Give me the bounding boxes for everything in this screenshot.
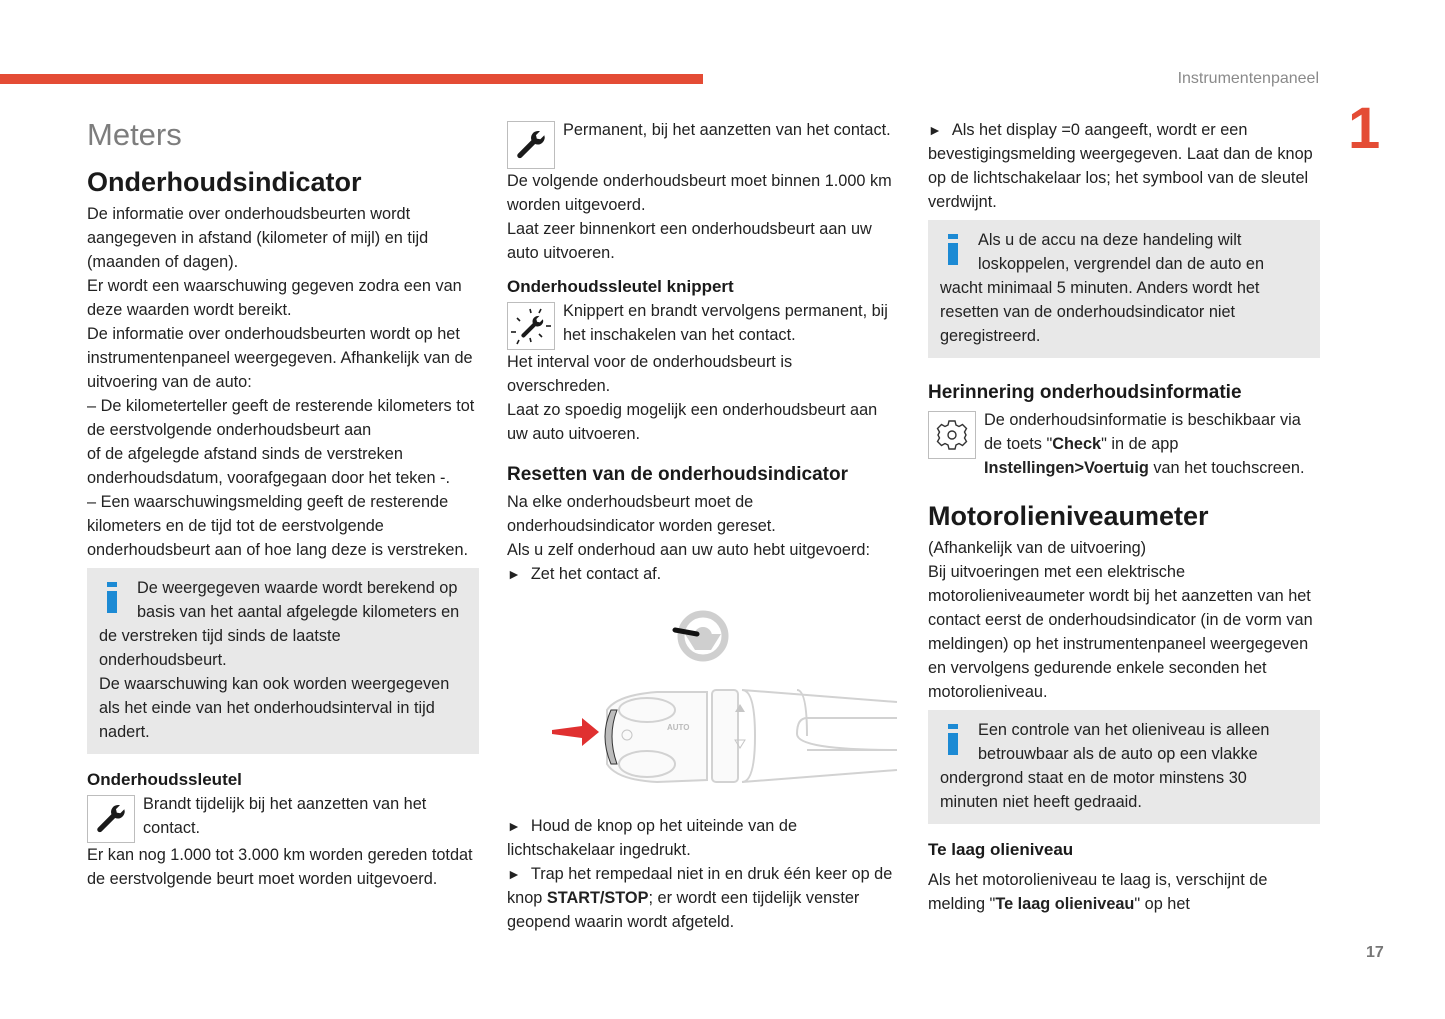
info-note	[928, 710, 1320, 824]
heading-motorolieniveaumeter: Motorolieniveaumeter	[928, 501, 1209, 531]
list-item: – De kilometerteller geeft de resterende kilometers tot de eerstvolgende onderhoudsbeurt aan	[87, 397, 475, 439]
wrench-description: Brandt tijdelijk bij het aanzetten van het contact.	[143, 795, 427, 837]
paragraph: Bij uitvoeringen met een elektrische motorolieniveaumeter wordt bij het aanzetten van het contact eerst de onderhoudsindicator (in de vorm van meldingen) op het instrumentenpaneel weergegeven en vervolgens gedurende enkele seconden het motorolieniveau.	[928, 563, 1313, 701]
subheading-sleutel-knippert: Onderhoudssleutel knippert	[507, 277, 734, 296]
paragraph: (Afhankelijk van de uitvoering)	[928, 539, 1147, 557]
paragraph: Als het motorolieniveau te laag is, verschijnt de melding "Te laag olieniveau" op het	[928, 871, 1268, 913]
paragraph: Na elke onderhoudsbeurt moet de onderhoudsindicator worden gereset.	[507, 493, 776, 535]
paragraph: Het interval voor de onderhoudsbeurt is overschreden.	[507, 353, 793, 395]
subheading-onderhoudssleutel: Onderhoudssleutel	[87, 770, 242, 789]
step: ► Trap het rempedaal niet in en druk één keer op de knop START/STOP; er wordt een tijdelijk venster geopend waarin wordt afgeteld.	[507, 862, 899, 934]
paragraph: De informatie over onderhoudsbeurten wordt op het instrumentenpaneel weergegeven. Afhankelijk van de uitvoering van de auto:	[87, 325, 473, 391]
subheading-te-laag: Te laag olieniveau	[928, 840, 1074, 859]
paragraph: Er kan nog 1.000 tot 3.000 km worden gereden totdat de eerstvolgende beurt moet worden uitgevoerd.	[87, 846, 473, 888]
heading-resetten: Resetten van de onderhoudsindicator	[507, 464, 848, 485]
wrench-description: Permanent, bij het aanzetten van het contact.	[563, 121, 891, 139]
note-text: Als u de accu na deze handeling wilt loskoppelen, vergrendel dan de auto en wacht minimaal 5 minuten. Anders wordt het resetten van de onderhoudsindicator niet geregistreerd.	[940, 231, 1265, 345]
wrench-icon	[87, 795, 135, 843]
step: ► Als het display =0 aangeeft, wordt er een bevestigingsmelding weergegeven. Laat dan de knop op de lichtschakelaar los; het symbool van de sleutel verdwijnt.	[928, 118, 1320, 214]
subheading-herinnering: Herinnering onderhoudsinformatie	[928, 382, 1242, 403]
wrench-icon	[507, 121, 555, 169]
blink-description: Knippert en brandt vervolgens permanent, bij het inschakelen van het contact.	[563, 302, 888, 344]
info-icon	[948, 234, 962, 270]
header-accent-bar	[0, 74, 703, 84]
chapter-number: 1	[1348, 96, 1381, 161]
running-head: Instrumentenpaneel	[1177, 70, 1319, 87]
info-note	[87, 568, 479, 754]
section-title: Meters	[87, 117, 182, 152]
column-2	[507, 118, 899, 934]
paragraph: Laat zeer binnenkort een onderhoudsbeurt aan uw auto uitvoeren.	[507, 220, 872, 262]
note-text: Een controle van het olieniveau is alleen betrouwbaar als de auto op een vlakke ondergrond staat en de motor minstens 30 minuten niet heeft gedraaid.	[940, 721, 1270, 811]
svg-text:AUTO: AUTO	[667, 723, 690, 732]
paragraph: De volgende onderhoudsbeurt moet binnen 1.000 km worden uitgevoerd.	[507, 172, 892, 214]
info-icon	[107, 582, 121, 618]
heading-onderhoudsindicator: Onderhoudsindicator	[87, 167, 362, 197]
paragraph: of de afgelegde afstand sinds de verstreken onderhoudsdatum, voorafgegaan door het teken -.	[87, 445, 450, 487]
blinking-wrench-icon	[507, 302, 555, 350]
page-number: 17	[1366, 944, 1384, 961]
step: ► Zet het contact af.	[507, 562, 899, 586]
column-3	[928, 118, 1320, 916]
note-text: De waarschuwing kan ook worden weergegeven als het einde van het onderhoudsinterval in tijd nadert.	[99, 675, 450, 741]
info-note	[928, 220, 1320, 358]
paragraph: De informatie over onderhoudsbeurten wordt aangegeven in afstand (kilometer of mijl) en tijd (maanden of dagen).	[87, 205, 429, 271]
note-text: De weergegeven waarde wordt berekend op basis van het aantal afgelegde kilometers en de verstreken tijd sinds de laatste onderhoudsbeurt.	[99, 579, 460, 669]
light-switch-illustration	[507, 600, 899, 800]
info-icon	[948, 724, 962, 760]
list-item: – Een waarschuwingsmelding geeft de resterende kilometers en de tijd tot de eerstvolgende onderhoudsbeurt aan of hoe lang deze is verstreken.	[87, 493, 469, 559]
steering-wheel-icon	[675, 614, 725, 658]
paragraph: Er wordt een waarschuwing gegeven zodra een van deze waarden wordt bereikt.	[87, 277, 462, 319]
column-1	[87, 118, 479, 891]
gear-description: De onderhoudsinformatie is beschikbaar via de toets "Check" in de app Instellingen>Voertuig van het touchscreen.	[984, 411, 1305, 477]
step: ► Houd de knop op het uiteinde van de lichtschakelaar ingedrukt.	[507, 814, 899, 862]
gear-icon	[928, 411, 976, 459]
paragraph: Als u zelf onderhoud aan uw auto hebt uitgevoerd:	[507, 541, 870, 559]
paragraph: Laat zo spoedig mogelijk een onderhoudsbeurt aan uw auto uitvoeren.	[507, 401, 878, 443]
